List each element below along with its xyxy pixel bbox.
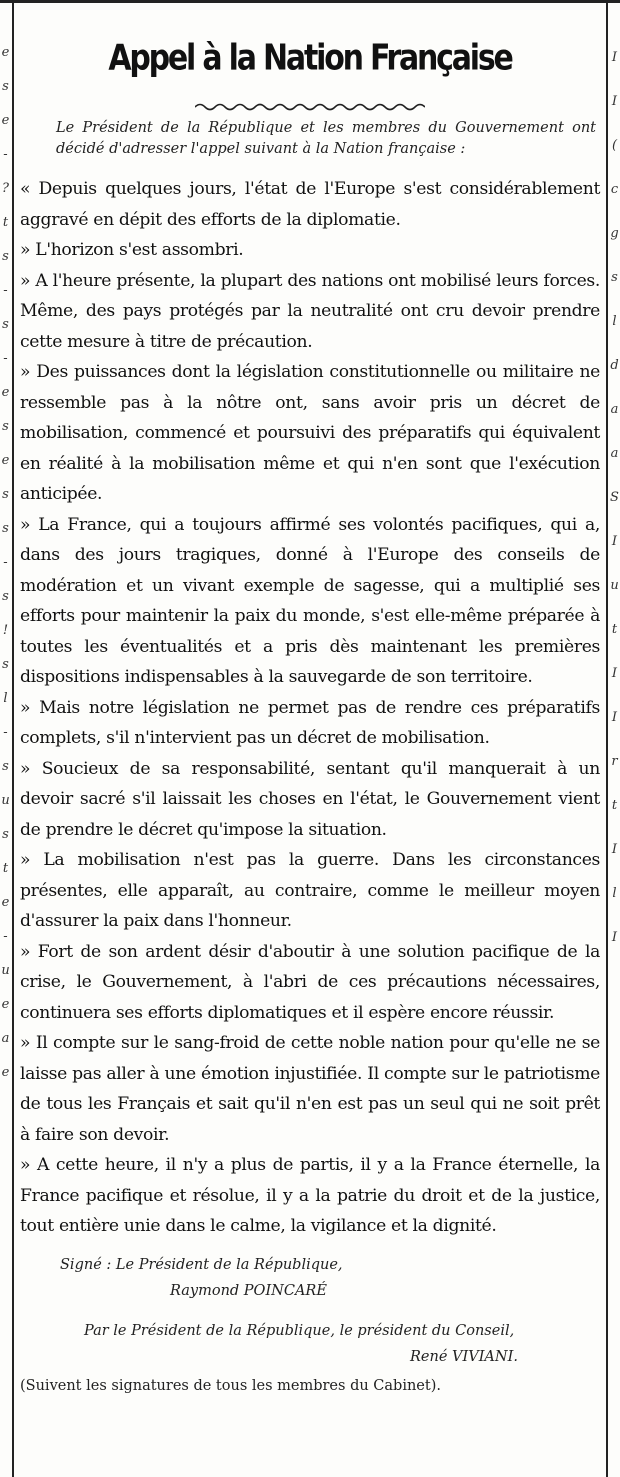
paragraph-9: » Fort de son ardent désir d'aboutir à une solution pacifique de la crise, le Gouvernement, à l'abri de ces précautions nécessaires, continuera ses efforts diplomatiques et il espère encore réussir. (20, 941, 600, 1023)
paragraph-6: » Mais notre législation ne permet pas de rendre ces préparatifs complets, s'il n'intervient pas un décret de mobilisation. (20, 697, 600, 748)
paragraph-2: » L'horizon s'est assombri. (20, 240, 244, 260)
paragraph-10: » Il compte sur le sang-froid de cette noble nation pour qu'elle ne se laisse pas aller à une émotion injustifiée. Il compte sur le patriotisme de tous les Français et sait qu'il n'en est pas un seul qui ne soit prêt à faire son devoir. (20, 1033, 600, 1145)
paragraph-8: » La mobilisation n'est pas la guerre. Dans les circonstances présentes, elle apparaît, au contraire, comme le meilleur moyen d'assurer la paix dans l'honneur. (20, 850, 600, 931)
paragraph-3: » A l'heure présente, la plupart des nations ont mobilisé leurs forces. Même, des pays protégés par la neutralité ont cru devoir prendre cette mesure à titre de précaution. (20, 270, 600, 352)
right-column-rule (606, 0, 608, 1477)
signature-line-council: Par le Président de la République, le président du Conseil, (84, 1322, 515, 1339)
paragraph-1: « Depuis quelques jours, l'état de l'Europe s'est considérablement aggravé en dépit des efforts de la diplomatie. (20, 179, 600, 230)
left-column-rule (12, 0, 14, 1477)
article (20, 14, 600, 1398)
left-column-fragment: e s e - ? t s - s - e s e s s - s ! s l - s u s t e - u e a e (1, 45, 10, 1080)
paragraph-11: » A cette heure, il n'y a plus de partis, il y a la France éternelle, la France pacifique et résolue, il y a la patrie du droit et de la justice, tout entière unie dans le calme, la vigilance et la dignité. (20, 1155, 600, 1236)
top-rule (0, 0, 620, 3)
headline: Appel à la Nation Française (108, 37, 512, 79)
intro-text: Le Président de la République et les membres du Gouvernement ont décidé d'adresser l'appel suivant à la Nation française : (56, 120, 596, 157)
paragraph-4: » Des puissances dont la législation constitutionnelle ou militaire ne ressemble pas à la nôtre ont, sans avoir pris un décret de mobilisation, commencé et poursuivi des préparatifs qui équivalent en réalité à la mobilisation même et qui n'en sont que l'exécution anticipée. (20, 362, 600, 504)
signature-name-viviani: René VIVIANI. (410, 1348, 518, 1365)
paragraph-7: » Soucieux de sa responsabilité, sentant qu'il manquerait à un devoir sacré s'il laissait les choses en l'état, le Gouvernement vient de prendre le décret qu'impose la situation. (20, 758, 600, 840)
signature-note-cabinet: (Suivent les signatures de tous les membres du Cabinet). (20, 1377, 441, 1394)
signature-line-president: Signé : Le Président de la République, (60, 1256, 343, 1273)
right-column-fragment: I I ( c g s l d a a S I u t I I r t I l I (610, 50, 619, 945)
signature-name-poincare: Raymond POINCARÉ (170, 1282, 327, 1299)
paragraph-5: » La France, qui a toujours affirmé ses volontés pacifiques, qui a, dans des jours tragiques, donné à l'Europe des conseils de modération et un vivant exemple de sagesse, qui a multiplié ses efforts pour maintenir la paix du monde, s'est elle-même préparée à toutes les éventualités et a pris dès maintenant les premières dispositions indispensables à la sauvegarde de son territoire. (20, 514, 600, 687)
